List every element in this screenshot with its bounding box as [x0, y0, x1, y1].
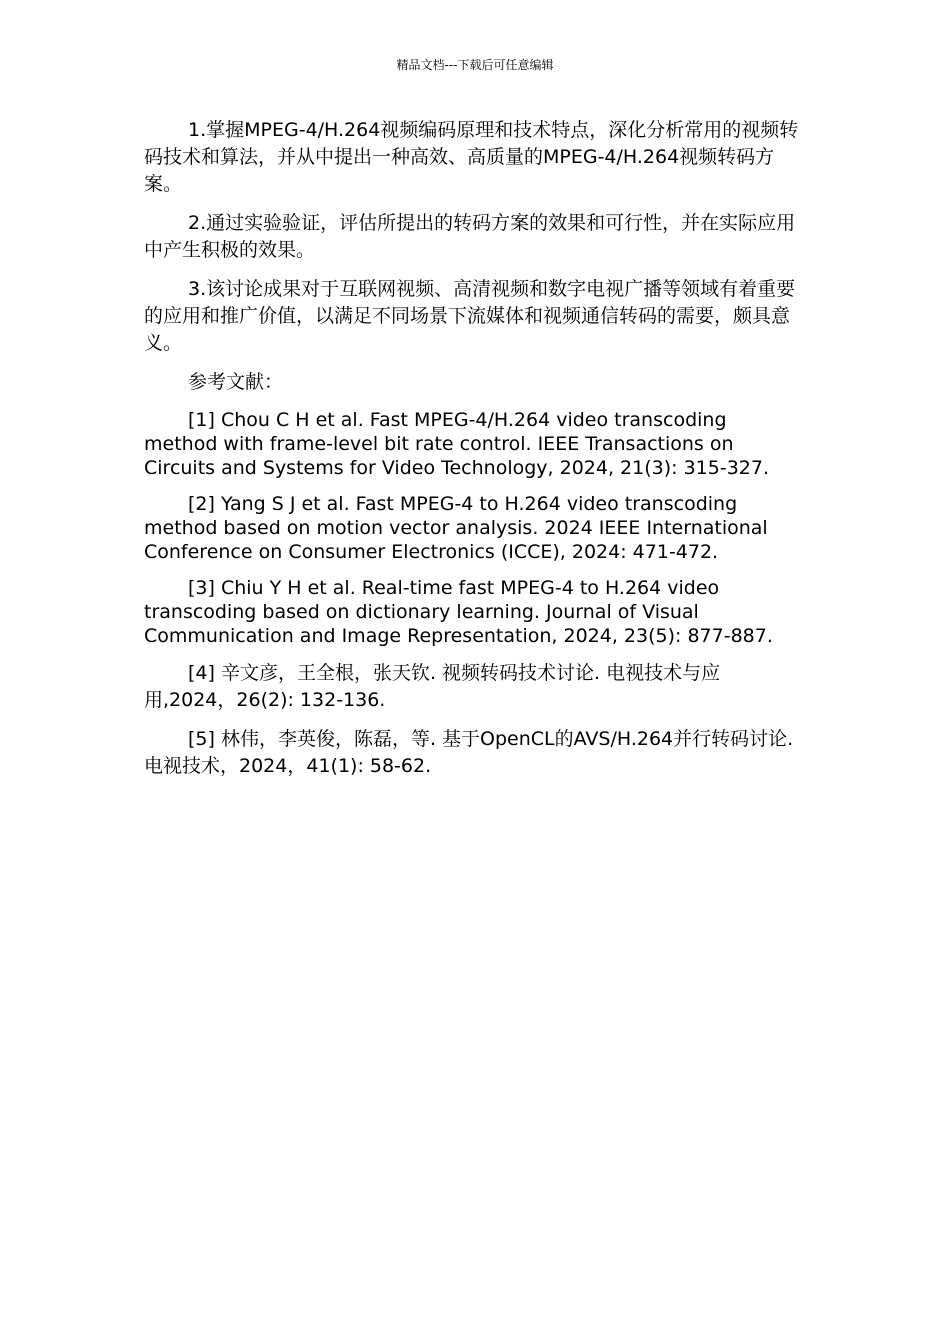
- reference-5: [5] 林伟，李英俊，陈磊，等. 基于OpenCL的AVS/H.264并行转码讨论. 电视技术，2024，41(1): 58-62.: [144, 728, 794, 777]
- reference-4: [4] 辛文彦，王全根，张天钦. 视频转码技术讨论. 电视技术与应用,2024，26(2): 132-136.: [144, 662, 721, 711]
- references-heading: 参考文献：: [188, 371, 284, 393]
- reference-2: [2] Yang S J et al. Fast MPEG-4 to H.264 video transcoding method based on motion vector analysis. 2024 IEEE International Conference on Consumer Electronics (ICCE), 2024: 471-472.: [144, 493, 768, 563]
- body-paragraph-2: 2.通过实验验证，评估所提出的转码方案的效果和可行性，并在实际应用中产生积极的效果。: [144, 212, 796, 261]
- reference-3: [3] Chiu Y H et al. Real-time fast MPEG-4 to H.264 video transcoding based on dictionary learning. Journal of Visual Communication and Image Representation, 2024, 23(5): 877-887.: [144, 577, 773, 647]
- page-header: 精品文档---下载后可任意编辑: [396, 58, 554, 72]
- body-paragraph-1: 1.掌握MPEG-4/H.264视频编码原理和技术特点，深化分析常用的视频转码技术和算法，并从中提出一种高效、高质量的MPEG-4/H.264视频转码方案。: [144, 119, 799, 195]
- body-paragraph-3: 3.该讨论成果对于互联网视频、高清视频和数字电视广播等领域有着重要的应用和推广价值，以满足不同场景下流媒体和视频通信转码的需要，颇具意义。: [144, 278, 796, 354]
- reference-1: [1] Chou C H et al. Fast MPEG-4/H.264 video transcoding method with frame-level bit rate control. IEEE Transactions on Circuits and Systems for Video Technology, 2024, 21(3): 315-327.: [144, 409, 770, 479]
- document-body: [144, 117, 804, 792]
